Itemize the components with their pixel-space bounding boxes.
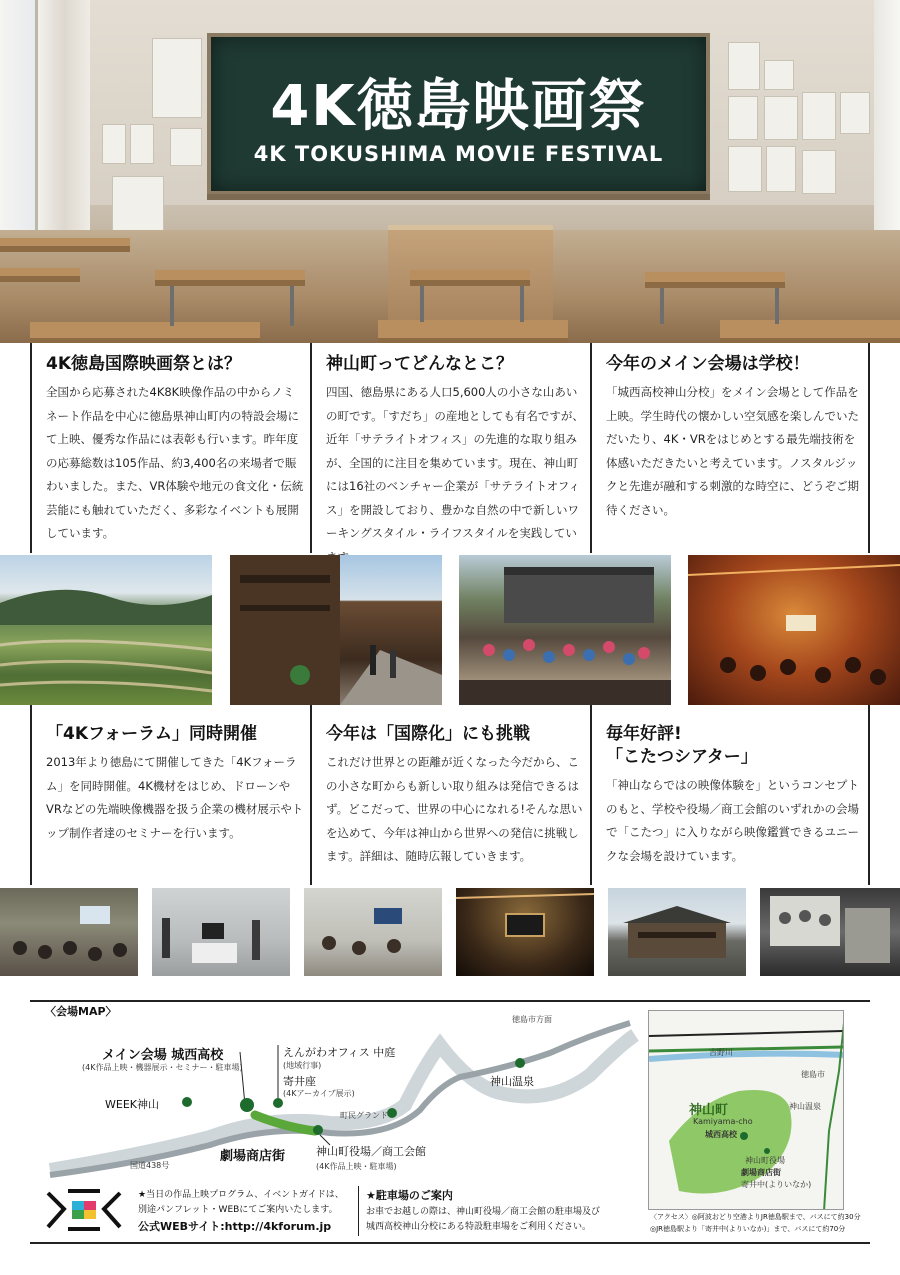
- section-heading-line2: 「こたつシアター」: [606, 747, 758, 767]
- footer-access-line-1: 〈アクセス〉◎阿波おどり空港よりJR徳島駅まで、バスにて約30分: [650, 1213, 861, 1221]
- wall-poster: [728, 42, 760, 90]
- wall-poster: [802, 92, 836, 140]
- minimap-yoriimae: 寄井中(よりいなか): [741, 1180, 812, 1189]
- map-label-main-venue: メイン会場 城西高校: [102, 1048, 224, 1063]
- map-label-yakuba: 神山町役場／商工会館: [316, 1145, 426, 1158]
- wall-poster: [102, 124, 126, 164]
- map-label-tokushima: 徳島市方面: [512, 1015, 552, 1024]
- wall-poster: [766, 146, 796, 192]
- school-desk: [378, 320, 568, 343]
- wall-poster: [764, 96, 798, 140]
- photo-equipment-expo: [152, 888, 290, 976]
- festival-subtitle: 4K TOKUSHIMA MOVIE FESTIVAL: [253, 142, 664, 166]
- window-left: [0, 0, 38, 230]
- photo-terraced-fields: [0, 555, 212, 705]
- photo-archive-exhibit: [760, 888, 900, 976]
- minimap-gekijo: 劇場商店街: [741, 1168, 781, 1177]
- desk-leg: [660, 288, 664, 324]
- bottom-rule: [30, 1242, 870, 1244]
- 4k-festival-logo: [44, 1187, 124, 1233]
- minimap-town-en: Kamiyama-cho: [693, 1117, 753, 1126]
- footer-parking-title: ★駐車場のご案内: [366, 1189, 453, 1202]
- school-desk: [410, 270, 530, 286]
- desk-leg: [170, 286, 174, 326]
- photo-classroom-screening: [304, 888, 442, 976]
- desk-leg: [520, 286, 524, 322]
- footer-parking-line-2: 城西高校神山分校にある特設駐車場をご利用ください。: [366, 1222, 592, 1232]
- wall-poster: [728, 96, 758, 140]
- venue-marker-yakuba[interactable]: [313, 1125, 323, 1135]
- old-theater-building-art: [608, 888, 746, 976]
- classroom-screening-art: [304, 888, 442, 976]
- footer-website-link[interactable]: 公式WEBサイト:http://4kforum.jp: [138, 1220, 332, 1233]
- map-label-week: WEEK神山: [105, 1098, 159, 1111]
- section-heading: 4K徳島国際映画祭とは？: [46, 354, 242, 374]
- wall-poster: [130, 124, 154, 164]
- wall-poster: [840, 92, 870, 134]
- archive-exhibit-art: [760, 888, 900, 976]
- section-about-kamiyama: [310, 343, 590, 553]
- minimap-jyosei: 城西高校: [705, 1130, 737, 1139]
- section-about-festival: [30, 343, 310, 553]
- wall-poster: [764, 60, 794, 90]
- school-desk: [720, 320, 900, 343]
- kotatsu-theater-art: [456, 888, 594, 976]
- photo-dance-festival: [459, 555, 671, 705]
- footer-divider: [358, 1186, 359, 1236]
- festival-title: 4K徳島映画祭: [270, 74, 647, 139]
- map-label-yakuba-note: (4K作品上映・駐車場): [316, 1162, 397, 1171]
- equipment-expo-art: [152, 888, 290, 976]
- school-desk: [30, 322, 260, 343]
- section-body: 四国、徳島県にある人口5,600人の小さな山あいの町です。「すだち」の産地としても有名ですが、近年「サテライトオフィス」の先進的な取り組みが、全国的に注目を集めています。現在、神山町には16社のベンチャー企業が「サテライトオフィス」を開設しており、豊かな自然の中で新しいワーキングスタイル・ライフスタイルを実践してい: [326, 385, 584, 540]
- footer-parking-line-1: お車でお越しの際は、神山町役場／商工会館の駐車場及び: [366, 1207, 601, 1217]
- desk-leg: [290, 286, 294, 326]
- minimap-onsen: 神山温泉: [789, 1102, 821, 1111]
- venue-marker-engawa[interactable]: [273, 1098, 283, 1108]
- venue-marker-jyosei[interactable]: [240, 1098, 254, 1112]
- hero-classroom-photo: [0, 0, 900, 343]
- desk-leg: [775, 288, 779, 324]
- venue-marker-ground[interactable]: [387, 1108, 397, 1118]
- school-desk: [0, 268, 80, 282]
- photo-old-theater-building: [608, 888, 746, 976]
- window-right: [874, 0, 900, 230]
- section-heading: 今年のメイン会場は学校！: [606, 354, 810, 374]
- map-title: 〈会場MAP〉: [45, 1005, 117, 1018]
- section-body: これだけ世界との距離が近くなった今だから、この小さな町からも新しい取り組みは発信できるはず。どこだって、世界の中心になれる!そんな思いを込めて、今年は神山から世界への発信に挑戦します。詳細は、随時広報していきます。: [326, 755, 583, 863]
- map-label-engawa: えんがわオフィス 中庭: [283, 1046, 396, 1059]
- venue-marker-week[interactable]: [182, 1097, 192, 1107]
- section-body: 2013年より徳島にて開催してきた「4Kフォーラム」を同時開催。4K機材をはじめ、ドローンやVRなどの先端映像機器を扱う企業の機材展示やトップ制作者達のセミナーを行います。: [46, 755, 304, 840]
- photo-seminar: [0, 888, 138, 976]
- section-body: 全国から応募された4K8K映像作品の中からノミネート作品を中心に徳島県神山町内の特設会場にて上映、優秀な作品には表彰も行います。昨年度の応募総数は105作品、約3,400名の来場者で賑わいました。また、VR体験や地元の食文化・伝統芸能にも触れていただく、多彩なイベントも展開しています。: [46, 385, 304, 540]
- school-desk: [155, 270, 305, 286]
- dance-festival-art: [459, 555, 671, 705]
- map-label-gekijo: 劇場商店街: [220, 1149, 286, 1164]
- curtain: [38, 0, 90, 232]
- map-label-yoriiza: 寄井座: [283, 1075, 316, 1088]
- section-body: 「城西高校神山分校」をメイン会場として作品を上映。学生時代の懐かしい空気感を楽しんでいただいたり、4K・VRをはじめとする最先端技術を体感いただきたいと考えています。ノスタルジックと先進が融和する刺激的な時空に、どうぞご期待ください。: [606, 385, 859, 517]
- section-international: [310, 705, 590, 885]
- minimap-yoshino: 吉野川: [709, 1048, 733, 1057]
- footer-access-line-2: ◎JR徳島駅より「寄井中(よりいなか)」まで、バスにて約70分: [650, 1225, 846, 1233]
- desk-leg: [420, 286, 424, 322]
- section-heading: 毎年好評!: [606, 724, 682, 744]
- map-label-onsen: 神山温泉: [490, 1075, 534, 1088]
- school-desk: [645, 272, 785, 288]
- old-street-art: [230, 555, 442, 705]
- minimap-tokushima: 徳島市: [801, 1070, 825, 1079]
- section-body: 「神山ならではの映像体験を」というコンセプトのもと、学校や役場／商工会館のいずれかの会場で「こたつ」に入りながら映像鑑賞できるユニークな会場を設けています。: [606, 778, 859, 863]
- map-label-yoriiza-note: (4Kアーカイブ展示): [283, 1089, 355, 1098]
- wall-poster: [802, 150, 836, 194]
- wall-poster: [152, 38, 202, 118]
- section-kotatsu-theater: [590, 705, 870, 885]
- photo-old-street: [230, 555, 442, 705]
- venue-marker-onsen[interactable]: [515, 1058, 525, 1068]
- access-minimap[interactable]: [648, 1010, 844, 1210]
- minimap-yakuba: 神山町役場: [745, 1156, 785, 1165]
- photo-theater-event: [688, 555, 900, 705]
- map-label-main-venue-note: (4K作品上映・機器展示・セミナー・駐車場): [82, 1063, 243, 1072]
- section-heading: 「4Kフォーラム」同時開催: [46, 724, 257, 744]
- section-main-venue: [590, 343, 870, 553]
- terraced-fields-art: [0, 555, 212, 705]
- chalk-tray: [207, 194, 710, 200]
- map-label-engawa-note: (地域行事): [283, 1061, 322, 1070]
- photo-kotatsu-theater: [456, 888, 594, 976]
- wall-poster: [170, 128, 202, 166]
- seminar-art: [0, 888, 138, 976]
- section-heading: 神山町ってどんなとこ？: [326, 354, 513, 374]
- wall-poster: [728, 146, 762, 192]
- map-label-route: 国道438号: [130, 1161, 170, 1170]
- whiteboard: [112, 176, 164, 236]
- section-4k-forum: [30, 705, 310, 885]
- school-desk: [0, 238, 130, 252]
- footer-program-note-1: ★当日の作品上映プログラム、イベントガイドは、: [138, 1190, 344, 1200]
- theater-event-art: [688, 555, 900, 705]
- map-label-ground: 町民グランド: [340, 1111, 388, 1120]
- minimap-town: 神山町: [689, 1103, 729, 1118]
- footer-program-note-2: 別途パンフレット・WEBにてご案内いたします。: [138, 1205, 338, 1215]
- section-heading: 今年は「国際化」にも挑戦: [326, 724, 530, 744]
